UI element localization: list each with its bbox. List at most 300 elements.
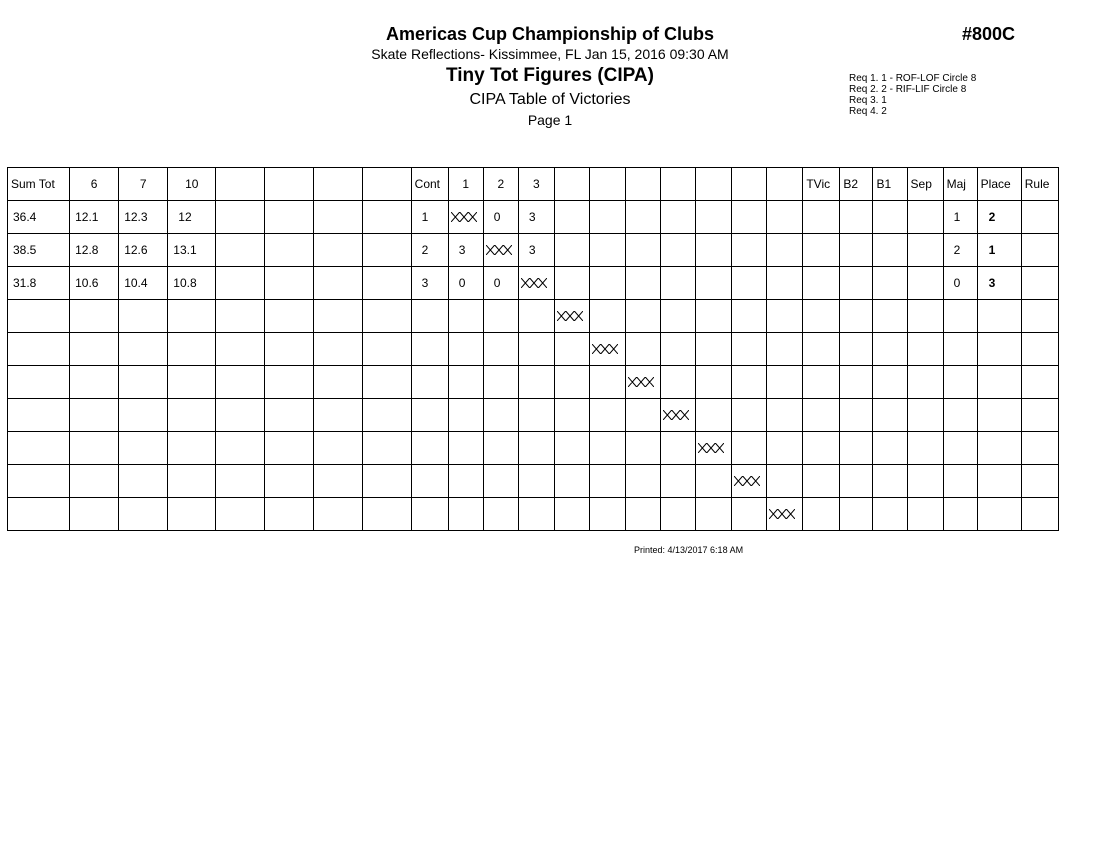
column-header: Sep bbox=[907, 168, 943, 201]
victories-table bbox=[7, 167, 1059, 531]
table-cell bbox=[119, 399, 168, 432]
table-cell bbox=[589, 432, 625, 465]
diagonal-xxx-mark bbox=[767, 498, 803, 531]
table-cell bbox=[873, 498, 907, 531]
table-cell bbox=[119, 366, 168, 399]
table-cell bbox=[313, 399, 362, 432]
table-cell bbox=[907, 465, 943, 498]
table-cell bbox=[168, 498, 216, 531]
table-cell bbox=[265, 234, 313, 267]
requirement-item: Req 1. 1 - ROF-LOF Circle 8 bbox=[849, 73, 977, 84]
table-cell bbox=[554, 465, 589, 498]
table-cell bbox=[803, 432, 840, 465]
table-cell bbox=[265, 201, 313, 234]
table-cell bbox=[448, 333, 483, 366]
requirements-list bbox=[849, 73, 976, 117]
table-cell bbox=[589, 300, 625, 333]
table-cell bbox=[265, 432, 313, 465]
table-cell bbox=[977, 300, 1021, 333]
table-cell bbox=[411, 333, 448, 366]
table-row bbox=[8, 201, 1059, 234]
table-cell bbox=[313, 498, 362, 531]
table-cell bbox=[803, 465, 840, 498]
table-cell bbox=[168, 399, 216, 432]
report-subtitle: CIPA Table of Victories bbox=[469, 91, 631, 108]
table-cell: 12.1 bbox=[70, 201, 119, 234]
table-cell bbox=[589, 498, 625, 531]
table-cell bbox=[1021, 333, 1058, 366]
table-cell bbox=[943, 366, 977, 399]
table-cell bbox=[448, 366, 483, 399]
table-cell bbox=[589, 267, 625, 300]
crosshatch-icon bbox=[628, 377, 654, 387]
table-cell bbox=[803, 300, 840, 333]
table-cell: 12.8 bbox=[70, 234, 119, 267]
column-header: 6 bbox=[70, 168, 119, 201]
crosshatch-icon bbox=[557, 311, 583, 321]
table-row bbox=[8, 300, 1059, 333]
table-cell bbox=[907, 333, 943, 366]
column-header: 2 bbox=[483, 168, 518, 201]
table-cell: 3 bbox=[411, 267, 448, 300]
table-row bbox=[8, 498, 1059, 531]
column-header: Rule bbox=[1021, 168, 1058, 201]
crosshatch-icon bbox=[521, 278, 547, 288]
table-cell bbox=[840, 201, 873, 234]
table-cell bbox=[803, 366, 840, 399]
table-cell bbox=[483, 333, 518, 366]
table-cell bbox=[70, 498, 119, 531]
table-cell bbox=[313, 333, 362, 366]
table-cell bbox=[362, 399, 411, 432]
table-cell bbox=[696, 333, 732, 366]
table-cell bbox=[589, 399, 625, 432]
table-cell bbox=[873, 201, 907, 234]
table-cell bbox=[119, 333, 168, 366]
table-cell bbox=[626, 399, 661, 432]
table-cell bbox=[554, 498, 589, 531]
table-cell bbox=[840, 333, 873, 366]
column-header bbox=[732, 168, 767, 201]
table-cell bbox=[8, 366, 70, 399]
table-cell: 10.8 bbox=[168, 267, 216, 300]
column-header bbox=[554, 168, 589, 201]
table-cell bbox=[873, 399, 907, 432]
table-cell bbox=[907, 234, 943, 267]
table-cell bbox=[661, 498, 696, 531]
table-cell bbox=[216, 234, 265, 267]
table-cell bbox=[448, 432, 483, 465]
table-cell bbox=[518, 399, 554, 432]
crosshatch-icon bbox=[734, 476, 760, 486]
table-cell bbox=[626, 234, 661, 267]
table-cell bbox=[313, 267, 362, 300]
table-cell: 10.4 bbox=[119, 267, 168, 300]
table-cell bbox=[119, 498, 168, 531]
table-cell: 1 bbox=[943, 201, 977, 234]
table-cell bbox=[313, 300, 362, 333]
table-cell bbox=[661, 201, 696, 234]
table-cell: 2 bbox=[411, 234, 448, 267]
table-cell: 12.3 bbox=[119, 201, 168, 234]
table-cell bbox=[907, 432, 943, 465]
column-header: B1 bbox=[873, 168, 907, 201]
table-cell bbox=[589, 201, 625, 234]
table-cell bbox=[8, 333, 70, 366]
table-cell bbox=[1021, 465, 1058, 498]
table-cell bbox=[1021, 498, 1058, 531]
table-cell bbox=[265, 267, 313, 300]
table-cell bbox=[873, 432, 907, 465]
table-cell bbox=[554, 366, 589, 399]
table-cell bbox=[362, 333, 411, 366]
table-cell bbox=[554, 234, 589, 267]
table-cell bbox=[216, 300, 265, 333]
table-cell bbox=[767, 465, 803, 498]
table-header-row bbox=[8, 168, 1059, 201]
diagonal-xxx-mark bbox=[554, 300, 589, 333]
requirement-item: Req 4. 2 bbox=[849, 106, 887, 117]
table-cell bbox=[626, 432, 661, 465]
table-cell bbox=[767, 267, 803, 300]
table-cell bbox=[216, 465, 265, 498]
diagonal-xxx-mark bbox=[696, 432, 732, 465]
table-cell bbox=[168, 432, 216, 465]
table-cell bbox=[265, 300, 313, 333]
table-cell bbox=[840, 267, 873, 300]
table-cell bbox=[907, 366, 943, 399]
table-cell bbox=[767, 234, 803, 267]
requirement-item: Req 3. 1 bbox=[849, 95, 887, 106]
column-header: Sum Tot bbox=[8, 168, 70, 201]
table-cell: 3 bbox=[518, 234, 554, 267]
table-cell bbox=[589, 366, 625, 399]
table-cell: 0 bbox=[448, 267, 483, 300]
table-cell: 38.5 bbox=[8, 234, 70, 267]
table-cell bbox=[554, 399, 589, 432]
column-header bbox=[313, 168, 362, 201]
table-cell bbox=[216, 399, 265, 432]
crosshatch-icon bbox=[592, 344, 618, 354]
table-cell bbox=[732, 267, 767, 300]
table-cell bbox=[448, 465, 483, 498]
table-cell bbox=[840, 498, 873, 531]
table-cell bbox=[943, 333, 977, 366]
table-cell bbox=[411, 300, 448, 333]
table-cell bbox=[483, 465, 518, 498]
table-cell bbox=[767, 333, 803, 366]
table-cell bbox=[216, 432, 265, 465]
table-cell bbox=[943, 432, 977, 465]
table-cell: 3 bbox=[977, 267, 1021, 300]
table-cell bbox=[767, 201, 803, 234]
table-cell bbox=[362, 366, 411, 399]
table-cell bbox=[943, 465, 977, 498]
table-cell bbox=[362, 498, 411, 531]
table-cell bbox=[661, 366, 696, 399]
column-header: 10 bbox=[168, 168, 216, 201]
table-cell bbox=[518, 498, 554, 531]
table-cell bbox=[216, 201, 265, 234]
table-row bbox=[8, 465, 1059, 498]
table-cell: 13.1 bbox=[168, 234, 216, 267]
table-cell bbox=[873, 333, 907, 366]
table-cell bbox=[732, 399, 767, 432]
table-cell bbox=[943, 300, 977, 333]
table-cell bbox=[554, 432, 589, 465]
table-cell bbox=[1021, 432, 1058, 465]
table-cell bbox=[216, 333, 265, 366]
table-cell bbox=[977, 498, 1021, 531]
table-cell bbox=[767, 399, 803, 432]
table-cell bbox=[1021, 234, 1058, 267]
table-cell bbox=[362, 432, 411, 465]
table-cell bbox=[803, 399, 840, 432]
table-cell bbox=[840, 366, 873, 399]
table-cell bbox=[411, 399, 448, 432]
table-row bbox=[8, 267, 1059, 300]
table-cell bbox=[70, 432, 119, 465]
table-cell bbox=[696, 201, 732, 234]
table-cell bbox=[840, 234, 873, 267]
page-number: Page 1 bbox=[527, 112, 573, 128]
table-cell bbox=[696, 300, 732, 333]
table-cell bbox=[626, 201, 661, 234]
table-cell bbox=[70, 333, 119, 366]
table-cell bbox=[411, 366, 448, 399]
table-cell bbox=[732, 498, 767, 531]
table-cell bbox=[168, 465, 216, 498]
table-cell bbox=[362, 201, 411, 234]
column-header bbox=[696, 168, 732, 201]
table-cell: 12 bbox=[168, 201, 216, 234]
table-cell bbox=[483, 366, 518, 399]
table-cell bbox=[732, 333, 767, 366]
table-cell bbox=[873, 300, 907, 333]
table-cell: 3 bbox=[518, 201, 554, 234]
diagonal-xxx-mark bbox=[732, 465, 767, 498]
table-cell bbox=[216, 366, 265, 399]
table-cell bbox=[732, 366, 767, 399]
table-cell bbox=[554, 201, 589, 234]
table-cell: 2 bbox=[977, 201, 1021, 234]
table-cell bbox=[265, 333, 313, 366]
table-cell bbox=[411, 465, 448, 498]
table-cell bbox=[518, 465, 554, 498]
table-cell bbox=[1021, 267, 1058, 300]
table-cell bbox=[8, 432, 70, 465]
table-cell bbox=[696, 498, 732, 531]
column-header: TVic bbox=[803, 168, 840, 201]
table-cell bbox=[119, 300, 168, 333]
table-cell bbox=[313, 234, 362, 267]
table-row bbox=[8, 432, 1059, 465]
table-cell bbox=[840, 465, 873, 498]
table-cell bbox=[803, 201, 840, 234]
table-cell bbox=[313, 201, 362, 234]
table-cell bbox=[907, 300, 943, 333]
table-cell bbox=[411, 498, 448, 531]
crosshatch-icon bbox=[769, 509, 795, 519]
table-cell bbox=[589, 465, 625, 498]
crosshatch-icon bbox=[486, 245, 512, 255]
table-cell bbox=[732, 432, 767, 465]
table-row bbox=[8, 366, 1059, 399]
table-cell bbox=[265, 465, 313, 498]
column-header bbox=[265, 168, 313, 201]
diagonal-xxx-mark bbox=[626, 366, 661, 399]
table-cell bbox=[8, 498, 70, 531]
table-cell bbox=[483, 498, 518, 531]
table-cell: 0 bbox=[483, 201, 518, 234]
table-cell bbox=[362, 465, 411, 498]
table-cell bbox=[70, 399, 119, 432]
diagonal-xxx-mark bbox=[518, 267, 554, 300]
table-cell bbox=[168, 333, 216, 366]
table-cell bbox=[313, 432, 362, 465]
table-cell: 0 bbox=[483, 267, 518, 300]
column-header: 3 bbox=[518, 168, 554, 201]
column-header bbox=[661, 168, 696, 201]
table-cell bbox=[70, 300, 119, 333]
table-cell bbox=[732, 234, 767, 267]
table-cell: 1 bbox=[411, 201, 448, 234]
table-cell bbox=[626, 498, 661, 531]
table-cell bbox=[411, 432, 448, 465]
table-cell bbox=[1021, 201, 1058, 234]
table-cell bbox=[873, 366, 907, 399]
table-cell bbox=[803, 498, 840, 531]
table-cell bbox=[483, 432, 518, 465]
table-cell bbox=[483, 300, 518, 333]
table-cell bbox=[168, 366, 216, 399]
table-cell bbox=[661, 234, 696, 267]
table-cell bbox=[977, 465, 1021, 498]
table-cell bbox=[840, 399, 873, 432]
table-cell bbox=[803, 267, 840, 300]
table-cell bbox=[873, 234, 907, 267]
table-cell: 3 bbox=[448, 234, 483, 267]
table-cell bbox=[661, 267, 696, 300]
table-cell bbox=[977, 399, 1021, 432]
table-cell bbox=[518, 333, 554, 366]
column-header: Maj bbox=[943, 168, 977, 201]
table-cell bbox=[554, 333, 589, 366]
column-header: Place bbox=[977, 168, 1021, 201]
table-cell bbox=[907, 399, 943, 432]
table-cell bbox=[362, 267, 411, 300]
table-cell: 1 bbox=[977, 234, 1021, 267]
table-cell: 0 bbox=[943, 267, 977, 300]
column-header bbox=[362, 168, 411, 201]
column-header: Cont bbox=[411, 168, 448, 201]
table-cell bbox=[907, 201, 943, 234]
table-cell bbox=[362, 300, 411, 333]
diagonal-xxx-mark bbox=[661, 399, 696, 432]
table-cell bbox=[70, 465, 119, 498]
table-cell bbox=[732, 201, 767, 234]
table-cell bbox=[216, 498, 265, 531]
table-row bbox=[8, 234, 1059, 267]
crosshatch-icon bbox=[451, 212, 477, 222]
table-cell bbox=[448, 399, 483, 432]
table-cell bbox=[8, 465, 70, 498]
diagonal-xxx-mark bbox=[483, 234, 518, 267]
table-cell bbox=[518, 366, 554, 399]
table-cell bbox=[907, 267, 943, 300]
event-name: Tiny Tot Figures (CIPA) bbox=[446, 65, 654, 86]
printed-timestamp: Printed: 4/13/2017 6:18 AM bbox=[634, 545, 744, 555]
table-cell bbox=[767, 300, 803, 333]
table-cell bbox=[696, 267, 732, 300]
table-cell bbox=[661, 465, 696, 498]
table-cell bbox=[554, 267, 589, 300]
table-cell bbox=[1021, 300, 1058, 333]
table-cell: 36.4 bbox=[8, 201, 70, 234]
table-cell bbox=[732, 300, 767, 333]
crosshatch-icon bbox=[663, 410, 689, 420]
table-cell bbox=[840, 432, 873, 465]
table-cell bbox=[168, 300, 216, 333]
table-cell bbox=[696, 366, 732, 399]
table-cell bbox=[1021, 366, 1058, 399]
table-cell bbox=[696, 234, 732, 267]
column-header bbox=[216, 168, 265, 201]
table-cell bbox=[767, 432, 803, 465]
table-cell bbox=[626, 300, 661, 333]
column-header: 7 bbox=[119, 168, 168, 201]
table-cell: 12.6 bbox=[119, 234, 168, 267]
diagonal-xxx-mark bbox=[589, 333, 625, 366]
table-cell bbox=[626, 465, 661, 498]
table-cell bbox=[518, 300, 554, 333]
table-cell bbox=[873, 267, 907, 300]
table-cell bbox=[977, 366, 1021, 399]
table-row bbox=[8, 333, 1059, 366]
table-cell bbox=[119, 465, 168, 498]
venue-line: Skate Reflections- Kissimmee, FL Jan 15, 2016 09:30 AM bbox=[371, 46, 729, 62]
table-cell bbox=[313, 366, 362, 399]
table-cell bbox=[313, 465, 362, 498]
table-cell bbox=[8, 399, 70, 432]
report-title: Americas Cup Championship of Clubs bbox=[385, 24, 715, 44]
table-cell bbox=[518, 432, 554, 465]
diagonal-xxx-mark bbox=[448, 201, 483, 234]
table-cell bbox=[803, 333, 840, 366]
column-header bbox=[589, 168, 625, 201]
table-cell bbox=[265, 366, 313, 399]
table-cell bbox=[8, 300, 70, 333]
table-cell bbox=[661, 300, 696, 333]
table-cell bbox=[626, 267, 661, 300]
table-cell bbox=[803, 234, 840, 267]
table-cell bbox=[943, 498, 977, 531]
table-cell bbox=[977, 432, 1021, 465]
table-cell: 2 bbox=[943, 234, 977, 267]
table-cell bbox=[661, 432, 696, 465]
table-cell bbox=[119, 432, 168, 465]
table-cell bbox=[626, 333, 661, 366]
table-cell bbox=[589, 234, 625, 267]
table-cell bbox=[483, 399, 518, 432]
table-cell bbox=[696, 399, 732, 432]
table-cell bbox=[448, 300, 483, 333]
table-cell: 10.6 bbox=[70, 267, 119, 300]
column-header bbox=[626, 168, 661, 201]
table-cell bbox=[943, 399, 977, 432]
table-cell bbox=[873, 465, 907, 498]
table-cell bbox=[840, 300, 873, 333]
